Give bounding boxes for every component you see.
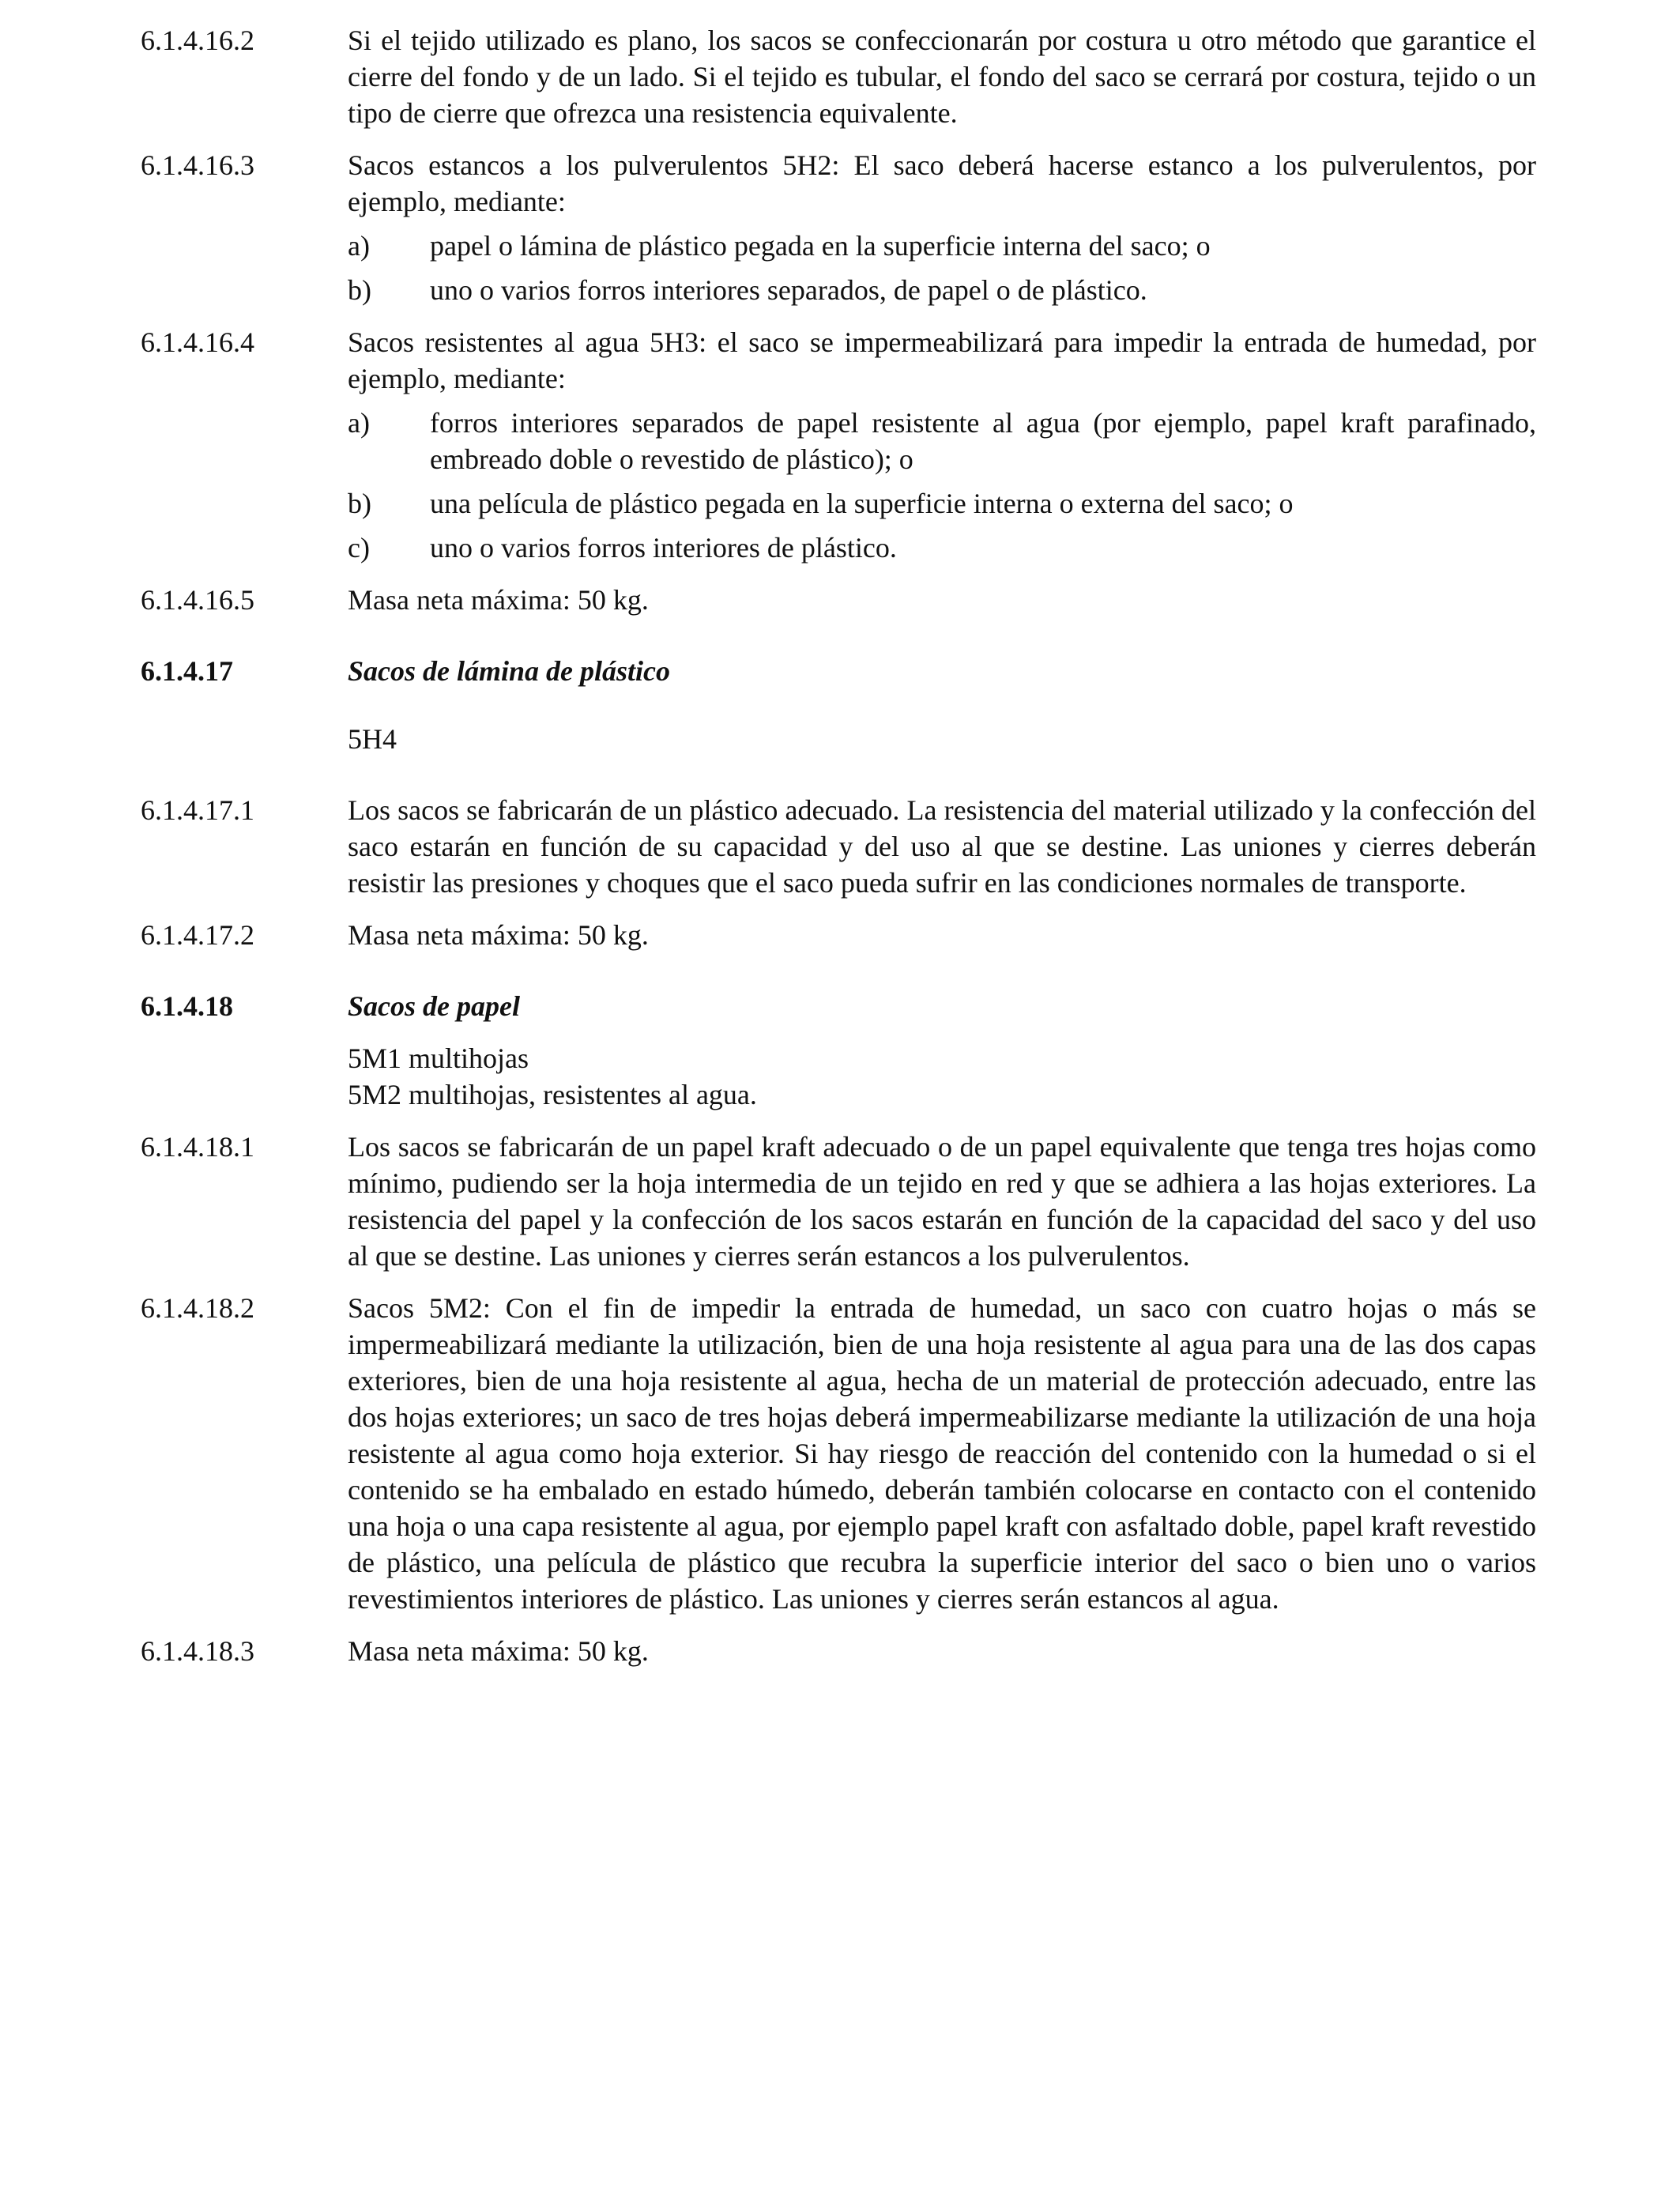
packaging-codes	[141, 1040, 1536, 1113]
section-number: 6.1.4.17	[141, 655, 233, 687]
clause-number: 6.1.4.16.5	[141, 584, 254, 616]
clause-list	[348, 405, 1536, 566]
clause-number: 6.1.4.16.3	[141, 149, 254, 181]
list-marker: a)	[348, 407, 370, 439]
list-item	[348, 272, 1536, 308]
clause-6-1-4-16-3	[141, 147, 1536, 308]
list-item-text: una película de plástico pegada en la superficie interna o externa del saco; o	[430, 488, 1294, 519]
clause-number: 6.1.4.17.2	[141, 919, 254, 951]
clause-number: 6.1.4.16.4	[141, 326, 254, 358]
list-item	[348, 405, 1536, 477]
section-title: Sacos de papel	[348, 990, 520, 1022]
packaging-code: 5M2 multihojas, resistentes al agua.	[348, 1079, 757, 1110]
list-item-text: papel o lámina de plástico pegada en la superficie interna del saco; o	[430, 230, 1211, 262]
list-marker: b)	[348, 274, 371, 306]
clause-text: Sacos resistentes al agua 5H3: el saco se impermeabilizará para impedir la entrada de humedad, por ejemplo, mediante:	[348, 326, 1536, 394]
list-item-text: uno o varios forros interiores de plástico.	[430, 532, 897, 564]
clause-text: Masa neta máxima: 50 kg.	[348, 919, 649, 951]
list-item-text: forros interiores separados de papel resistente al agua (por ejemplo, papel kraft parafinado, embreado doble o revestido de plástico); o	[430, 407, 1536, 475]
section-number: 6.1.4.18	[141, 990, 233, 1022]
clause-body	[348, 1129, 1536, 1274]
clause-text: Masa neta máxima: 50 kg.	[348, 584, 649, 616]
section-heading-6-1-4-18	[141, 988, 1536, 1024]
clause-number: 6.1.4.18.2	[141, 1292, 254, 1324]
clause-list	[348, 228, 1536, 308]
clause-6-1-4-18-3	[141, 1633, 1536, 1669]
clause-6-1-4-17-2	[141, 917, 1536, 953]
clause-body	[348, 917, 1536, 953]
clause-body	[348, 792, 1536, 901]
list-item	[348, 485, 1536, 522]
clause-number: 6.1.4.17.1	[141, 794, 254, 826]
clause-6-1-4-17-1	[141, 792, 1536, 901]
clause-body	[348, 1290, 1536, 1617]
clause-6-1-4-16-5	[141, 582, 1536, 618]
clause-number: 6.1.4.18.1	[141, 1131, 254, 1163]
clause-text: Los sacos se fabricarán de un papel kraft adecuado o de un papel equivalente que tenga tres hojas como mínimo, pudiendo ser la hoja intermedia de un tejido en red y que se adhiera a las hojas exteriores. La resistencia del papel y la confección de los sacos estarán en función de la capacidad del saco y del uso al que se destine. Las uniones y cierres serán estancos a los pulverulentos.	[348, 1131, 1536, 1272]
list-marker: a)	[348, 230, 370, 262]
clause-number: 6.1.4.16.2	[141, 25, 254, 56]
clause-6-1-4-18-1	[141, 1129, 1536, 1274]
clause-text: Masa neta máxima: 50 kg.	[348, 1635, 649, 1667]
list-item	[348, 228, 1536, 264]
clause-text: Sacos estancos a los pulverulentos 5H2: El saco deberá hacerse estanco a los pulverulentos, por ejemplo, mediante:	[348, 149, 1536, 217]
clause-text: Sacos 5M2: Con el fin de impedir la entrada de humedad, un saco con cuatro hojas o más se impermeabilizará mediante la utilización, bien de una hoja resistente al agua para una de las dos capas exteriores, bien de una hoja resistente al agua, hecha de un material de protección adecuado, entre las dos hojas exteriores; un saco de tres hojas deberá impermeabilizarse mediante la utilización de una hoja resistente al agua como hoja exterior. Si hay riesgo de reacción del contenido con la humedad o si el contenido se ha embalado en estado húmedo, deberán también colocarse en contacto con el contenido una hoja o una capa resistente al agua, por ejemplo papel kraft con asfaltado doble, papel kraft revestido de plástico, una película de plástico que recubra la superficie interior del saco o bien uno o varios revestimientos interiores de plástico. Las uniones y cierres serán estancos al agua.	[348, 1292, 1536, 1615]
clause-body	[348, 324, 1536, 566]
list-item-text: uno o varios forros interiores separados, de papel o de plástico.	[430, 274, 1147, 306]
list-item	[348, 530, 1536, 566]
clause-text: Si el tejido utilizado es plano, los sacos se confeccionarán por costura u otro método que garantice el cierre del fondo y de un lado. Si el tejido es tubular, el fondo del saco se cerrará por costura, tejido o un tipo de cierre que ofrezca una resistencia equivalente.	[348, 25, 1536, 129]
list-marker: c)	[348, 532, 370, 564]
packaging-code: 5H4	[348, 723, 397, 755]
clause-body	[348, 22, 1536, 131]
document-page	[141, 22, 1536, 1669]
clause-text: Los sacos se fabricarán de un plástico adecuado. La resistencia del material utilizado y la confección del saco estarán en función de su capacidad y del uso al que se destine. Las uniones y cierres deberán resistir las presiones y choques que el saco pueda sufrir en las condiciones normales de transporte.	[348, 794, 1536, 899]
clause-6-1-4-18-2	[141, 1290, 1536, 1617]
list-marker: b)	[348, 488, 371, 519]
clause-body	[348, 147, 1536, 308]
packaging-codes	[141, 721, 1536, 757]
clause-number: 6.1.4.18.3	[141, 1635, 254, 1667]
section-title: Sacos de lámina de plástico	[348, 655, 670, 687]
clause-body	[348, 1633, 1536, 1669]
clause-6-1-4-16-4	[141, 324, 1536, 566]
clause-6-1-4-16-2	[141, 22, 1536, 131]
clause-body	[348, 582, 1536, 618]
section-heading-6-1-4-17	[141, 653, 1536, 689]
packaging-code: 5M1 multihojas	[348, 1042, 529, 1074]
